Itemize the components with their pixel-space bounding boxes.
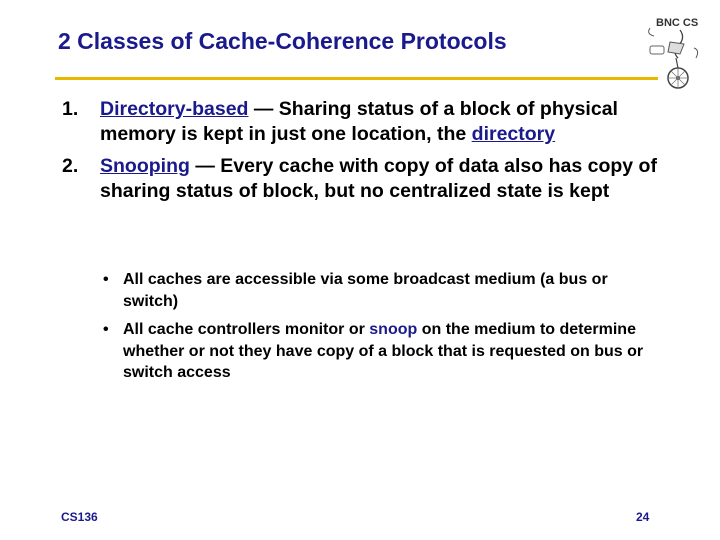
item-text: — Sharing status of a block of physical memory is kept in just one location, the [100, 98, 618, 145]
cs-logo-icon [640, 8, 716, 96]
sub-item-snoop [103, 319, 663, 384]
sub-item-text: All caches are accessible via some broadcast medium (a bus or switch) [123, 271, 608, 310]
item-text: — Every cache with copy of data also has copy of sharing status of block, but no centralized state is kept [100, 155, 657, 202]
snoop-highlight: snoop [369, 321, 418, 338]
title-divider [55, 77, 658, 80]
sub-item-text-before: All cache controllers monitor or [123, 321, 370, 338]
logo-text: BNC CS [656, 17, 699, 29]
snooping-details [103, 269, 663, 384]
list-item-directory [60, 97, 680, 147]
footer-page-number: 24 [636, 510, 650, 524]
footer-course: CS136 [61, 510, 98, 524]
term-directory: directory [471, 123, 556, 145]
page-title: 2 Classes of Cache-Coherence Protocols [58, 28, 507, 54]
list-item-snooping [60, 154, 680, 204]
protocol-list [60, 97, 680, 204]
bullet: • [103, 321, 109, 338]
list-number: 2. [62, 155, 79, 177]
sub-item-text-after: on the medium to determine whether or not they have copy of a block that is requested on bus or switch access [123, 321, 644, 381]
term-directory-based: Directory-based [100, 98, 249, 120]
term-snooping: Snooping [100, 155, 190, 177]
sub-item-broadcast [103, 269, 663, 312]
bullet: • [103, 271, 109, 288]
list-number: 1. [62, 98, 79, 120]
